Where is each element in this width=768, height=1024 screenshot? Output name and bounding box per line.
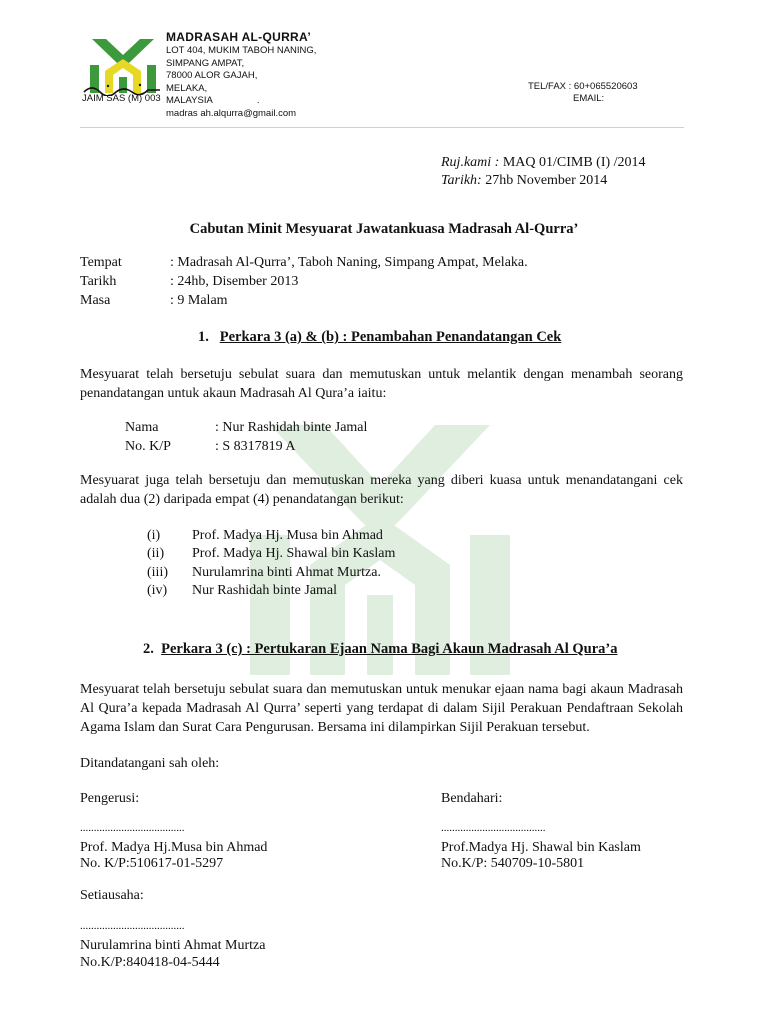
section-title: Perkara 3 (c) : Pertukaran Ejaan Nama Bagi Akaun Madrasah Al Qura’a	[161, 641, 618, 657]
secretary-name: Nurulamrina binti Ahmat Murtza	[80, 938, 266, 953]
meeting-time	[80, 293, 228, 309]
signatory-name: Prof. Madya Hj. Shawal bin Kaslam	[192, 546, 396, 561]
field-value: : S 8317819 A	[215, 439, 296, 454]
address-line: SIMPANG AMPAT,	[166, 57, 245, 69]
date-label: Tarikh:	[441, 173, 482, 188]
signatory-item	[147, 528, 383, 544]
address-line	[166, 95, 316, 108]
section-1-heading	[198, 329, 561, 346]
section-number: 2.	[143, 641, 154, 657]
meeting-date	[80, 274, 298, 290]
meeting-value: : 24hb, Disember 2013	[170, 274, 299, 289]
section-2-paragraph: Mesyuarat telah bersetuju sebulat suara dan memutuskan untuk menukar ejaan nama bagi akaun Madrasah Al Qura’a kepada Madrasah Al Qurra’ seperti yang terdapat di dalam Sijil Perakuan Pendaftraan Sekolah Agama Islam dan Surat Cara Pengurusan. Bersama ini dilampirkan Sijil Perakuan tersebut.	[80, 682, 683, 735]
email-label: EMAIL:	[573, 93, 605, 104]
field-label: Nama	[125, 420, 159, 435]
signatory-number: (ii)	[147, 546, 165, 561]
signatory-name: Prof. Madya Hj. Musa bin Ahmad	[192, 528, 383, 543]
reference-block	[441, 154, 646, 190]
chair-name: Prof. Madya Hj.Musa bin Ahmad	[80, 840, 268, 855]
registration-code: JAIM SAS (M) 003	[82, 93, 161, 104]
person-ic-row	[125, 439, 296, 455]
chair-role: Pengerusi:	[80, 791, 140, 806]
address-line: 78000 ALOR GAJAH,	[166, 70, 258, 82]
date-line	[441, 172, 646, 190]
signatory-number: (iv)	[147, 583, 168, 598]
field-label: No. K/P	[125, 439, 171, 454]
meeting-label: Tempat	[80, 255, 122, 270]
meeting-value: : 9 Malam	[170, 293, 228, 308]
section-1-paragraph-2: Mesyuarat juga telah bersetuju dan memutuskan mereka yang diberi kuasa untuk menandatangani cek adalah dua (2) daripada empat (4) penandatangan berikut:	[80, 473, 683, 507]
treasurer-signature-line: ......................................	[441, 822, 546, 834]
person-name-row	[125, 420, 367, 436]
secretary-signature-line: ......................................	[80, 920, 185, 932]
meeting-place	[80, 255, 528, 271]
signatory-name: Nur Rashidah binte Jamal	[192, 583, 338, 598]
chair-ic: No. K/P:510617-01-5297	[80, 856, 224, 871]
org-email: madras ah.alqurra@gmail.com	[166, 107, 297, 119]
secretary-ic: No.K/P:840418-04-5444	[80, 955, 220, 970]
section-1-paragraph-1: Mesyuarat telah bersetuju sebulat suara dan memutuskan untuk melantik dengan menambah seorang penandatangan untuk akaun Madrasah Al Qura’a iaitu:	[80, 367, 683, 401]
tel-fax: TEL/FAX : 60+065520603	[528, 81, 638, 92]
signatory-number: (iii)	[147, 565, 168, 580]
treasurer-ic: No.K/P: 540709-10-5801	[441, 856, 585, 871]
org-address	[166, 45, 316, 121]
signed-by-label: Ditandatangani sah oleh:	[80, 756, 220, 771]
signatory-item	[147, 546, 395, 562]
treasurer-role: Bendahari:	[441, 791, 503, 806]
meeting-value: : Madrasah Al-Qurra’, Taboh Naning, Simpang Ampat, Melaka.	[170, 255, 528, 270]
address-line: LOT 404, MUKIM TABOH NANING,	[166, 45, 317, 56]
address-dot: .	[256, 95, 260, 107]
section-number: 1.	[198, 329, 209, 345]
section-2-heading	[143, 641, 617, 658]
address-country: MALAYSIA	[166, 95, 213, 107]
secretary-role: Setiausaha:	[80, 888, 144, 903]
date-value: 27hb November 2014	[481, 173, 608, 188]
reference-label: Ruj.kami :	[441, 155, 500, 170]
reference-value: MAQ 01/CIMB (I) /2014	[499, 155, 646, 170]
org-name: MADRASAH AL-QURRA’	[166, 30, 311, 44]
field-value: : Nur Rashidah binte Jamal	[215, 420, 368, 435]
meeting-label: Masa	[80, 293, 111, 308]
section-title: Perkara 3 (a) & (b) : Penambahan Penandatangan Cek	[219, 329, 562, 345]
address-line: MELAKA,	[166, 82, 208, 94]
meeting-label: Tarikh	[80, 274, 117, 289]
reference-line	[441, 154, 646, 172]
chair-signature-line: ......................................	[80, 822, 185, 834]
signatory-number: (i)	[147, 528, 161, 543]
header-divider	[80, 127, 684, 128]
signatory-item	[147, 565, 381, 581]
signatory-item	[147, 583, 337, 599]
signatory-name: Nurulamrina binti Ahmat Murtza.	[192, 565, 381, 580]
treasurer-name: Prof.Madya Hj. Shawal bin Kaslam	[441, 840, 641, 855]
document-title: Cabutan Minit Mesyuarat Jawatankuasa Madrasah Al-Qurra’	[189, 221, 579, 237]
